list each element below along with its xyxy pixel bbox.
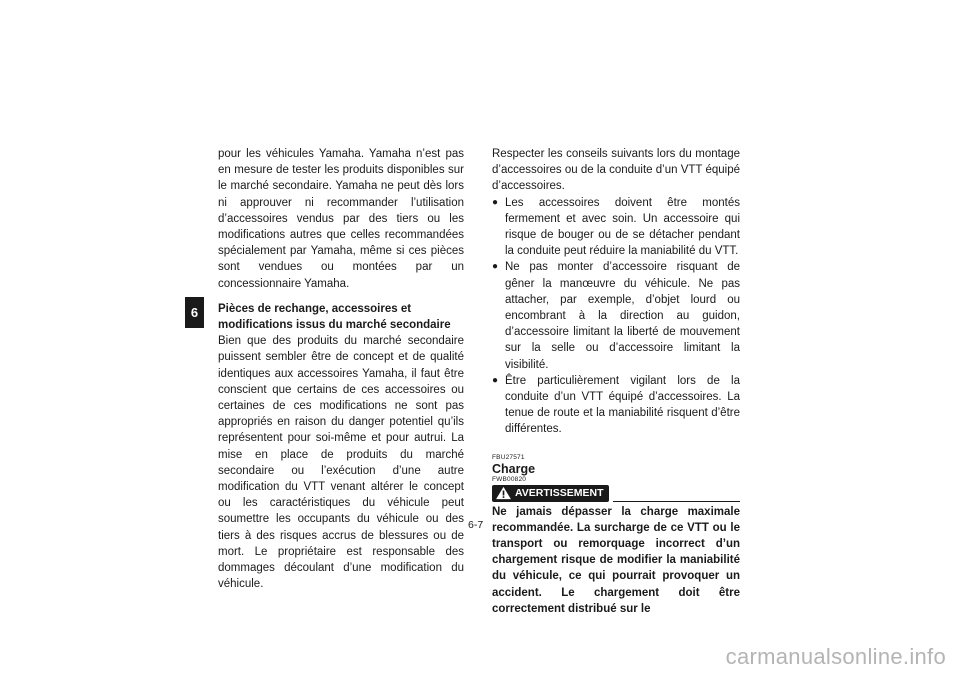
list-item xyxy=(492,259,740,372)
list-item-text: Les accessoires doivent être montés fermement et avec soin. Un accessoire qui risque de bouger ou de se détacher pendant la conduite peut réduire la maniabilité du VTT. xyxy=(505,196,740,258)
left-column xyxy=(218,146,464,592)
chapter-tab: 6 xyxy=(185,297,204,328)
warning-badge xyxy=(492,485,609,502)
warning-rule xyxy=(613,501,740,502)
warning-text: Ne jamais dépasser la charge maximale recommandée. La surcharge de ce VTT ou le transport ou remorquage incorrect d’un chargement risque de modifier la maniabilité du véhicule, ce qui pourrait provoquer un accident. Le chargement doit être correctement distribué sur le xyxy=(492,505,740,615)
bullet-icon: ● xyxy=(492,374,499,386)
list-item-text: Ne pas monter d’accessoire risquant de gêner la manœuvre du véhicule. Ne pas attacher, par exemple, d’objet lourd ou encombrant à la direction au guidon, d’accessoire limitant la liberté de mouvement sur la selle ou d’accessoire limitant la visibilité. xyxy=(505,261,740,371)
intro-paragraph: pour les véhicules Yamaha. Yamaha n’est pas en mesure de tester les produits disponibles sur le marché secondaire. Yamaha ne peut dès lors ni approuver ni recommander l’utilisation d’accessoires vendus par des tiers ou les modifications autres que celles recommandées spécialement par Yamaha, même si ces pièces sont vendues ou montées par un concessionnaire Yamaha. xyxy=(218,148,464,290)
watermark: carmanualsonline.info xyxy=(725,644,946,669)
list-item-text: Être particulièrement vigilant lors de la conduite d’un VTT équipé d’accessoires. La tenue de route et la maniabilité risquent d’être différentes. xyxy=(505,374,740,436)
warning-triangle-icon xyxy=(495,486,512,500)
warning-label: AVERTISSEMENT xyxy=(515,487,604,500)
advice-intro: Respecter les conseils suivants lors du montage d’accessoires ou de la conduite d’un VTT équipé d’accessoires. xyxy=(492,148,740,193)
body-paragraph: Bien que des produits du marché secondaire puissent sembler être de concept et de qualité identiques aux accessoires Yamaha, il faut être conscient que certains de ces accessoires ou certaines de ces modifications ne sont pas appropriés en raison du danger potentiel qu’ils représentent pour soi-même et pour autrui. La mise en place de produits du marché secondaire ou l’exécution d’une autre modification du VTT venant altérer le concept ou les caractéristiques du véhicule peut soumettre les occupants du véhicule ou des tiers à des risques accrus de blessures ou de mort. Le propriétaire est responsable des dommages découlant d’une modification du véhicule. xyxy=(218,335,464,591)
right-column xyxy=(492,146,740,617)
page-number: 6-7 xyxy=(468,519,484,531)
bullet-icon: ● xyxy=(492,261,499,273)
warning-code: FWB00820 xyxy=(492,475,527,483)
list-item xyxy=(492,195,740,260)
warning-header xyxy=(492,485,740,502)
advice-list xyxy=(492,195,740,438)
list-item xyxy=(492,373,740,438)
section-code: FBU27571 xyxy=(492,453,525,461)
bullet-icon: ● xyxy=(492,196,499,208)
section-heading: Pièces de rechange, accessoires et modifications issus du marché secondaire xyxy=(218,302,451,332)
section-title: Charge xyxy=(492,461,536,476)
